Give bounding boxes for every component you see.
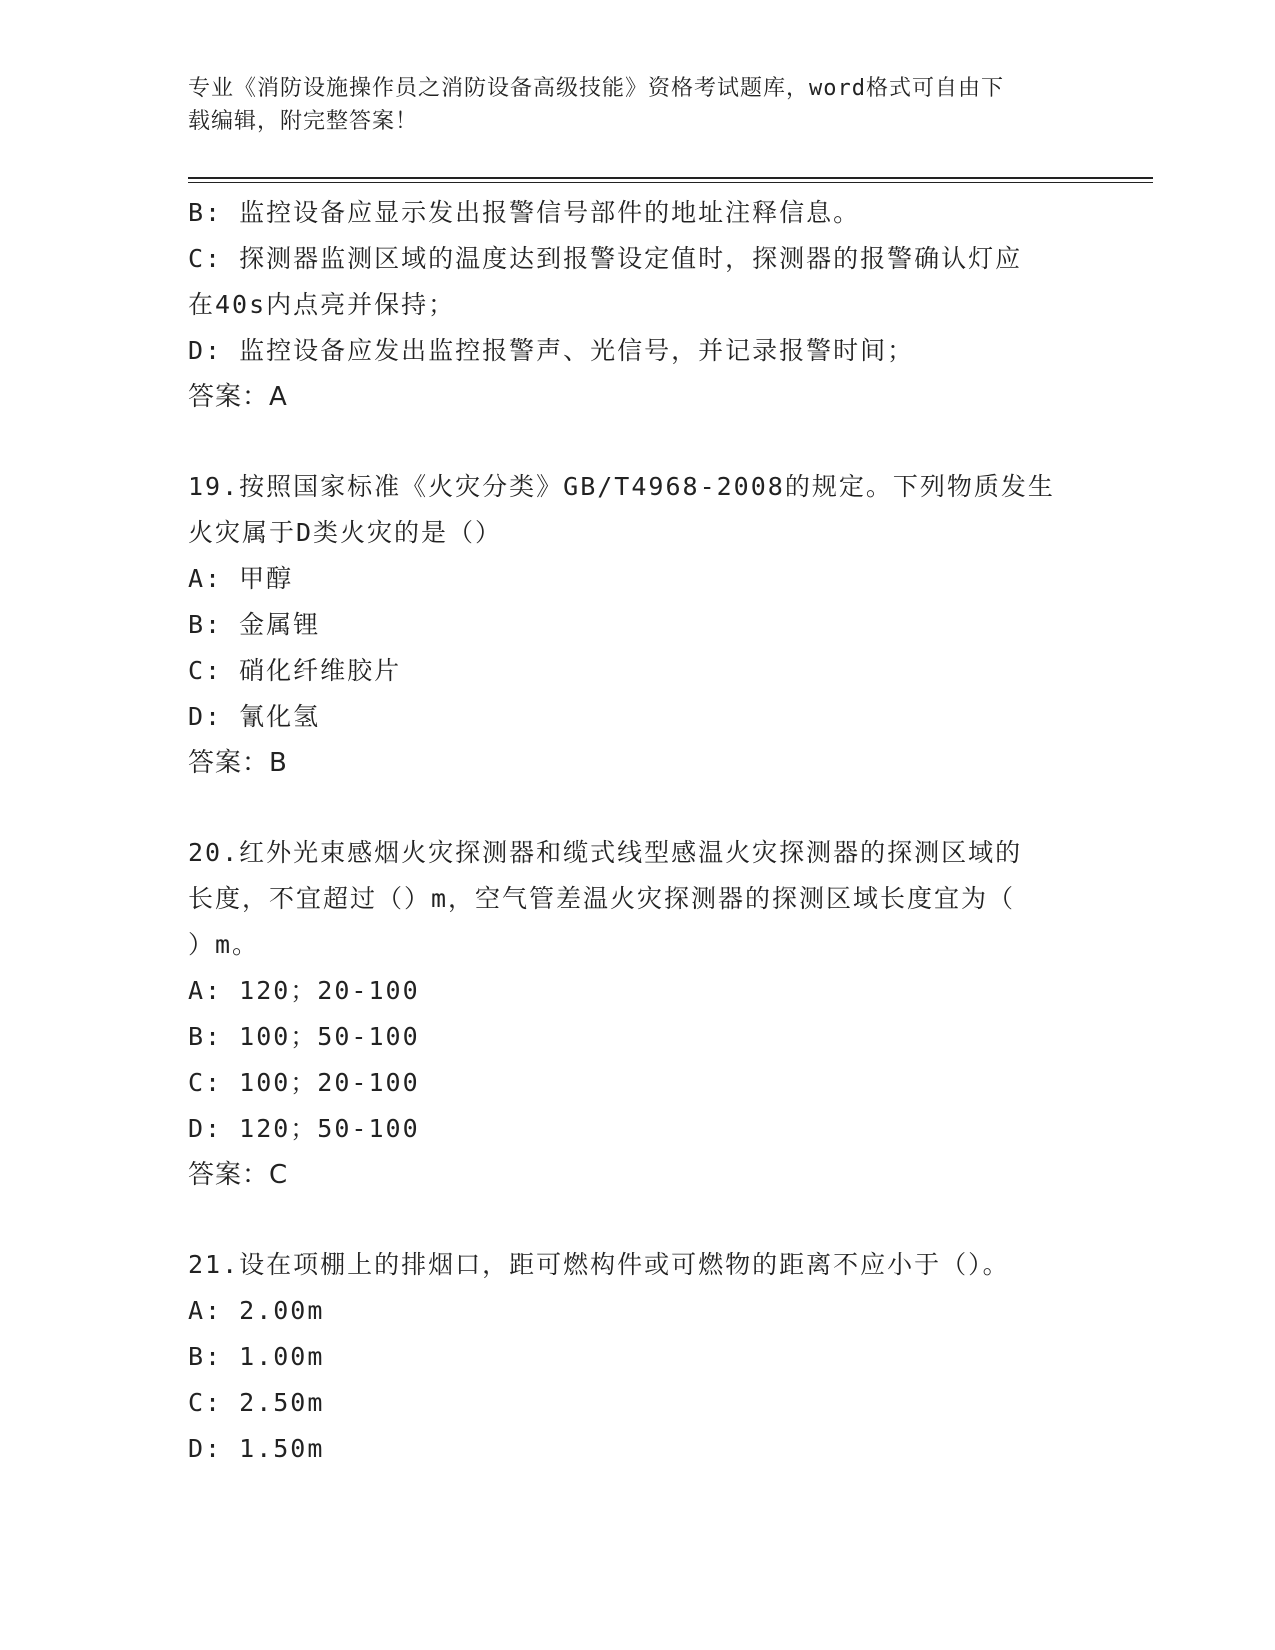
answer: 答案：B [188, 748, 288, 778]
option-c: C: 100；20-100 [188, 1068, 420, 1097]
question-stem-continued: 长度，不宜超过（）m，空气管差温火灾探测器的探测区域长度宜为（ [188, 884, 1016, 913]
question-19 [188, 464, 1088, 786]
option-a: A: 甲醇 [188, 564, 294, 593]
header-divider [188, 177, 1153, 179]
header-line-2: 载编辑，附完整答案！ [188, 109, 419, 134]
question-18-remainder [188, 190, 1088, 420]
option-d: D: 120；50-100 [188, 1114, 420, 1143]
option-d: D: 1.50m [188, 1434, 325, 1463]
option-c: C: 探测器监测区域的温度达到报警设定值时，探测器的报警确认灯应 [188, 244, 1023, 273]
header-divider-thin [188, 182, 1153, 183]
option-d: D: 氰化氢 [188, 702, 321, 731]
option-c: C: 2.50m [188, 1388, 325, 1417]
question-stem: 21.设在项棚上的排烟口，距可燃构件或可燃物的距离不应小于（）。 [188, 1250, 1010, 1279]
answer: 答案：A [188, 382, 288, 412]
document-header [188, 72, 1088, 138]
option-c: C: 硝化纤维胶片 [188, 656, 402, 685]
question-stem-end: ）m。 [188, 930, 260, 959]
option-d: D: 监控设备应发出监控报警声、光信号，并记录报警时间； [188, 336, 915, 365]
question-21 [188, 1242, 1088, 1472]
option-b: B: 100；50-100 [188, 1022, 420, 1051]
question-20 [188, 830, 1088, 1198]
option-c-continued: 在40s内点亮并保持； [188, 290, 456, 319]
answer: 答案：C [188, 1160, 289, 1190]
option-b: B: 监控设备应显示发出报警信号部件的地址注释信息。 [188, 198, 861, 227]
document-body [188, 190, 1088, 1472]
option-b: B: 1.00m [188, 1342, 325, 1371]
question-stem: 19.按照国家标准《火灾分类》GB/T4968-2008的规定。下列物质发生 [188, 472, 1055, 501]
question-stem-continued: 火灾属于D类火灾的是（） [188, 518, 503, 547]
question-stem: 20.红外光束感烟火灾探测器和缆式线型感温火灾探测器的探测区域的 [188, 838, 1023, 867]
option-a: A: 120；20-100 [188, 976, 420, 1005]
header-line-1: 专业《消防设施操作员之消防设备高级技能》资格考试题库，word格式可自由下 [188, 76, 1004, 101]
option-b: B: 金属锂 [188, 610, 321, 639]
option-a: A: 2.00m [188, 1296, 325, 1325]
